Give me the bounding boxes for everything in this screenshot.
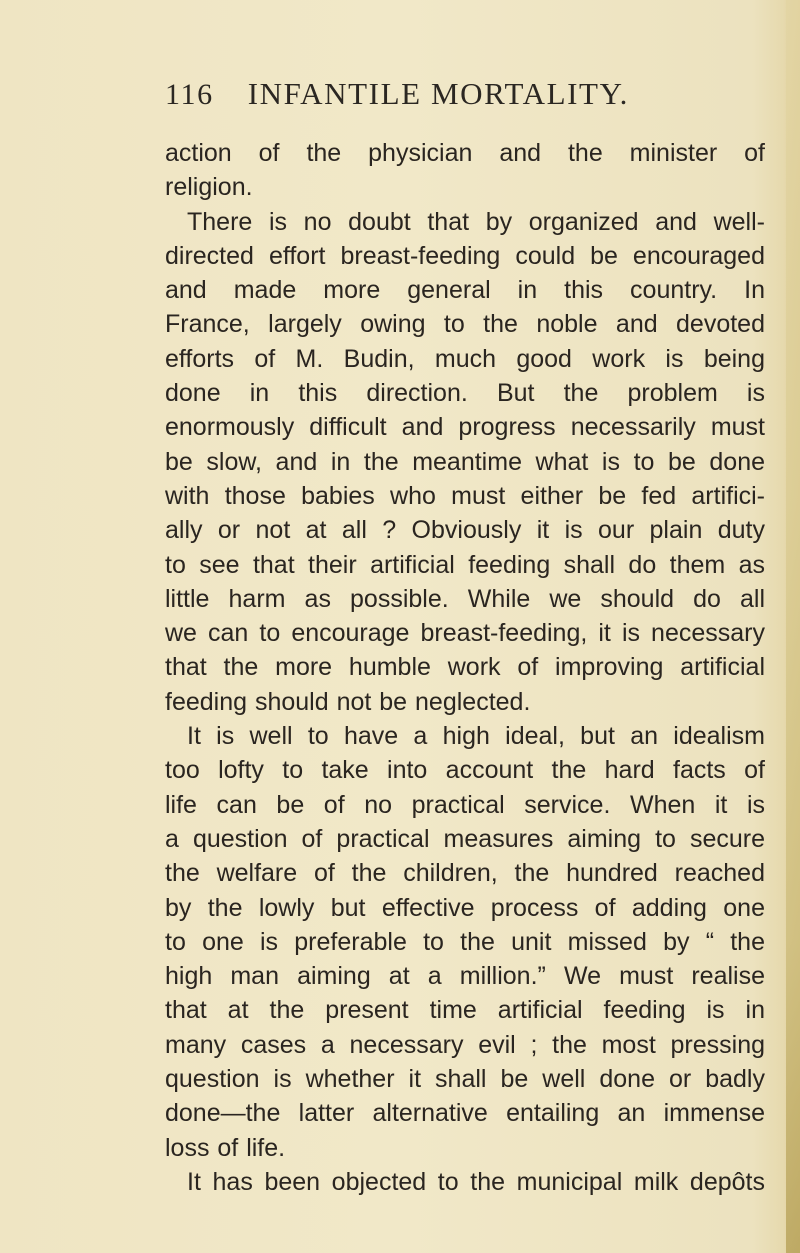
text-line: loss of life. <box>165 1133 286 1162</box>
text-line: little harm as possible. While we should do all <box>165 584 765 613</box>
text-line: France, largely owing to the noble and devoted <box>165 310 765 339</box>
text-line: that at the present time artificial feeding is in <box>165 996 765 1025</box>
text-line: question is whether it shall be well done or badly <box>165 1065 765 1094</box>
text-line: many cases a necessary evil ; the most pressing <box>165 1030 765 1059</box>
text-line: directed effort breast-feeding could be encouraged <box>165 241 765 270</box>
page-edge <box>786 0 800 1253</box>
text-line: by the lowly but effective process of adding one <box>165 893 765 922</box>
text-line: high man aiming at a million.” We must realise <box>165 962 765 991</box>
text-line: to one is preferable to the unit missed by “ the <box>165 927 765 956</box>
text-line: ally or not at all ? Obviously it is our plain duty <box>165 516 765 545</box>
text-line: too lofty to take into account the hard facts of <box>165 756 765 785</box>
body-text <box>165 136 765 1199</box>
text-line: we can to encourage breast-feeding, it is necessary <box>165 619 765 648</box>
text-line: It has been objected to the municipal milk depôts <box>187 1167 765 1196</box>
text-line: be slow, and in the meantime what is to be done <box>165 447 765 476</box>
text-line: It is well to have a high ideal, but an idealism <box>187 722 765 751</box>
text-line: done—the latter alternative entailing an immense <box>165 1099 765 1128</box>
running-title: INFANTILE MORTALITY. <box>247 76 629 111</box>
text-line: the welfare of the children, the hundred reached <box>165 859 765 888</box>
text-line: enormously difficult and progress necessarily must <box>165 413 765 442</box>
page-number: 116 <box>165 78 214 111</box>
running-header <box>165 76 765 120</box>
text-line: to see that their artificial feeding shall do them as <box>165 550 765 579</box>
text-line: efforts of M. Budin, much good work is being <box>165 344 765 373</box>
text-line: and made more general in this country. In <box>165 276 765 305</box>
text-line: There is no doubt that by organized and well- <box>187 207 765 236</box>
text-line: feeding should not be neglected. <box>165 687 531 716</box>
text-line: done in this direction. But the problem is <box>165 379 765 408</box>
text-line: action of the physician and the minister of <box>165 139 765 167</box>
text-line: with those babies who must either be fed artifici- <box>165 481 765 510</box>
text-line: that the more humble work of improving artificial <box>165 653 765 682</box>
text-line: a question of practical measures aiming to secure <box>165 824 765 853</box>
text-line: religion. <box>165 173 253 202</box>
text-line: life can be of no practical service. When it is <box>165 790 765 819</box>
